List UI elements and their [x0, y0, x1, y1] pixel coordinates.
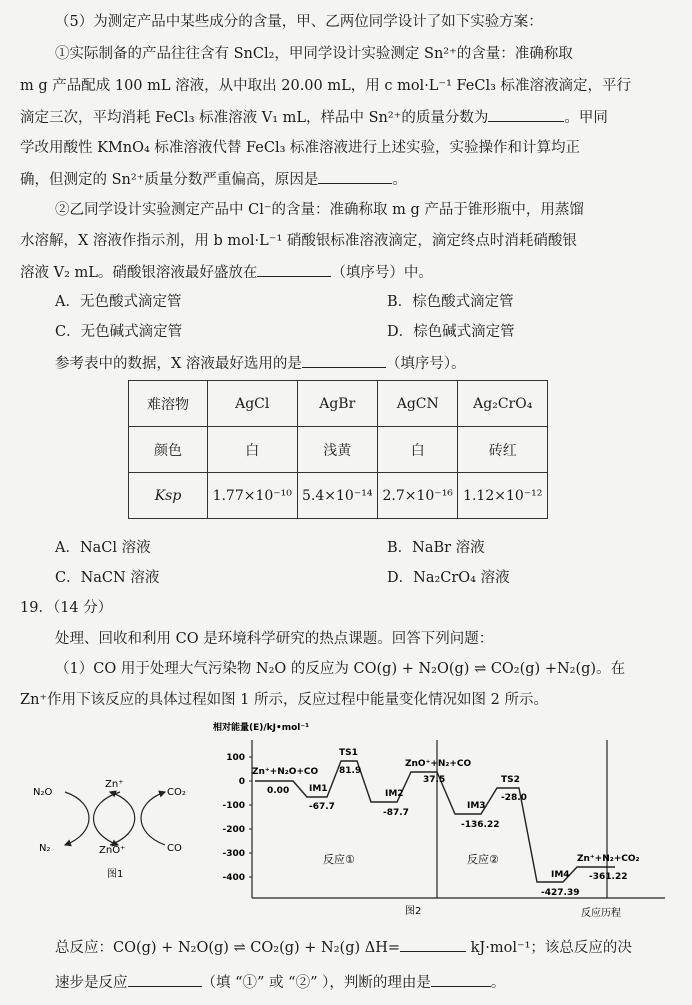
p1-line5	[20, 169, 407, 190]
figure-2-energy-profile	[205, 718, 675, 923]
table-cell: 浅黄	[297, 427, 377, 473]
final-line2-mid: （填 “①” 或 “②” ），判断的理由是	[201, 975, 431, 991]
final-line2	[55, 972, 505, 993]
figure-1-cycle	[25, 765, 205, 890]
table-cell: 难溶物	[129, 381, 208, 427]
fig2-region-1: 反应①	[323, 853, 355, 866]
fig2-species-value: -87.7	[383, 808, 409, 818]
fig2-species-value: 0.00	[267, 786, 290, 796]
table-cell: 白	[208, 427, 298, 473]
cycle-arrow-right	[141, 792, 165, 845]
table-cell: AgBr	[297, 381, 377, 427]
fig2-ytick: 100	[226, 753, 245, 763]
fig2-species-name: Zn⁺+N₂+CO₂	[577, 854, 640, 864]
table-cell: 白	[377, 427, 457, 473]
p1-line5-text: 确，但测定的 Sn²⁺质量分数严重偏高，原因是	[20, 172, 319, 188]
fig1-label-n2: N₂	[39, 843, 51, 854]
table-cell: 1.77×10⁻¹⁰	[208, 473, 298, 519]
table-cell: 1.12×10⁻¹²	[458, 473, 548, 519]
p1-line5-tail: 。	[392, 172, 407, 188]
q19-intro: 处理、回收和利用 CO 是环境科学研究的热点课题。回答下列问题：	[55, 631, 494, 647]
fig1-label-zn: Zn⁺	[105, 779, 124, 790]
fig2-ytick: -300	[222, 849, 245, 859]
fig2-ylabel: 相对能量(E)/kJ•mol⁻¹	[213, 723, 310, 733]
cycle-arrow-left	[65, 792, 89, 845]
fig2-species-value: -427.39	[541, 888, 580, 898]
fig2-species-value: 81.9	[339, 766, 362, 776]
table-cell: 5.4×10⁻¹⁴	[297, 473, 377, 519]
cycle-arrow-center-right	[110, 792, 135, 845]
answer-blank-reason-2[interactable]	[431, 972, 491, 987]
p1-line2: m g 产品配成 100 mL 溶液，从中取出 20.00 mL，用 c mol·L⁻¹ FeCl₃ 标准溶液滴定，平行	[20, 78, 632, 94]
q19-heading: 19．（14 分）	[20, 600, 113, 616]
option-b2: B．NaBr 溶液	[387, 540, 485, 556]
fig2-species-value: -28.0	[501, 793, 527, 803]
table-cell: Ksp	[129, 473, 208, 519]
fig2-species-value: -67.7	[309, 802, 335, 812]
fig2-species-value: -361.22	[589, 872, 628, 882]
p2-line3-text: 溶液 V₂ mL。硝酸银溶液最好盛放在	[20, 265, 258, 281]
answer-blank-delta-h[interactable]	[400, 937, 466, 952]
table-intro-tail: （填序号）。	[385, 356, 466, 372]
table-intro	[55, 353, 466, 374]
fig2-species-name: IM3	[467, 801, 486, 811]
fig2-ytick: 0	[238, 777, 245, 787]
fig2-species-name: IM1	[309, 784, 328, 794]
fig2-species-name: ZnO⁺+N₂+CO	[405, 759, 472, 769]
ksp-table	[128, 380, 548, 519]
final-line2-text: 速步是反应	[55, 975, 128, 991]
fig2-species-name: Zn⁺+N₂O+CO	[252, 767, 319, 777]
fig2-ytick: -400	[222, 873, 245, 883]
option-c1: C．无色碱式滴定管	[55, 324, 183, 340]
option-d2: D．Na₂CrO₄ 溶液	[387, 570, 510, 586]
option-c2: C．NaCN 溶液	[55, 570, 160, 586]
fig1-label-co: CO	[167, 843, 182, 854]
option-d1: D．棕色碱式滴定管	[387, 324, 515, 340]
p2-line2: 水溶解，X 溶液作指示剂，用 b mol·L⁻¹ 硝酸银标准溶液滴定，滴定终点时消耗硝酸银	[20, 233, 577, 249]
p2-line1: ②乙同学设计实验测定产品中 Cl⁻的含量：准确称取 m g 产品于锥形瓶中，用蒸馏	[55, 202, 584, 218]
option-a1: A．无色酸式滴定管	[55, 294, 182, 310]
table-row	[129, 381, 548, 427]
fig2-xlabel: 反应历程	[581, 908, 621, 919]
fig2-species-name: TS2	[501, 775, 520, 785]
fig2-species-name: TS1	[339, 748, 358, 758]
table-row	[129, 427, 548, 473]
table-cell: 砖红	[458, 427, 548, 473]
final-line1-text: 总反应：CO(g) + N₂O(g) ⇌ CO₂(g) + N₂(g) ΔH=	[55, 940, 401, 956]
table-cell: Ag₂CrO₄	[458, 381, 548, 427]
p1-line3-text: 滴定三次，平均消耗 FeCl₃ 标准溶液 V₁ mL，样品中 Sn²⁺的质量分数为	[20, 110, 489, 126]
fig2-species-name: IM4	[551, 870, 570, 880]
final-line2-tail: 。	[490, 975, 506, 991]
answer-blank-indicator[interactable]	[302, 353, 386, 368]
fig1-label-n2o: N₂O	[33, 787, 53, 798]
q5-intro: （5）为测定产品中某些成分的含量，甲、乙两位同学设计了如下实验方案：	[55, 14, 543, 30]
p1-line3	[20, 107, 608, 128]
fig2-caption: 图2	[405, 906, 422, 917]
fig1-label-co2: CO₂	[167, 787, 186, 798]
table-row	[129, 473, 548, 519]
answer-blank-rate-step[interactable]	[128, 972, 202, 987]
final-line1-tail: kJ·mol⁻¹；该总反应的决	[470, 940, 632, 956]
table-cell: AgCN	[377, 381, 457, 427]
p1-line3-tail: 。甲同	[564, 110, 608, 126]
answer-blank-burette[interactable]	[257, 262, 331, 277]
fig2-region-2: 反应②	[467, 853, 499, 866]
fig1-caption: 图1	[107, 869, 124, 880]
table-cell: 颜色	[129, 427, 208, 473]
fig2-ytick: -100	[222, 801, 245, 811]
answer-blank-reason[interactable]	[318, 169, 392, 184]
q19-p1-line2: Zn⁺作用下该反应的具体过程如图 1 所示，反应过程中能量变化情况如图 2 所示。	[20, 692, 548, 708]
table-intro-text: 参考表中的数据，X 溶液最好选用的是	[55, 356, 302, 372]
cycle-arrow-center-left	[93, 792, 120, 845]
p1-line1: ①实际制备的产品往往含有 SnCl₂，甲同学设计实验测定 Sn²⁺的含量：准确称取	[55, 46, 573, 62]
fig1-label-zno: ZnO⁺	[99, 845, 126, 856]
option-b1: B．棕色酸式滴定管	[387, 294, 514, 310]
final-line1	[55, 937, 632, 958]
fig2-species-name: IM2	[385, 789, 404, 799]
table-cell: AgCl	[208, 381, 298, 427]
fig2-species-value: -136.22	[461, 820, 500, 830]
p2-line3	[20, 262, 433, 283]
table-cell: 2.7×10⁻¹⁶	[377, 473, 457, 519]
option-a2: A．NaCl 溶液	[55, 540, 151, 556]
p2-line3-tail: （填序号）中。	[331, 265, 433, 281]
fig2-ytick: -200	[222, 825, 245, 835]
fig2-species-value: 37.5	[423, 775, 446, 785]
answer-blank-mass-fraction[interactable]	[488, 107, 564, 122]
p1-line4: 学改用酸性 KMnO₄ 标准溶液代替 FeCl₃ 标准溶液进行上述实验，实验操作和计算均正	[20, 140, 581, 156]
q19-p1-line1: （1）CO 用于处理大气污染物 N₂O 的反应为 CO(g) + N₂O(g) ⇌ CO₂(g) +N₂(g)。在	[55, 661, 626, 677]
